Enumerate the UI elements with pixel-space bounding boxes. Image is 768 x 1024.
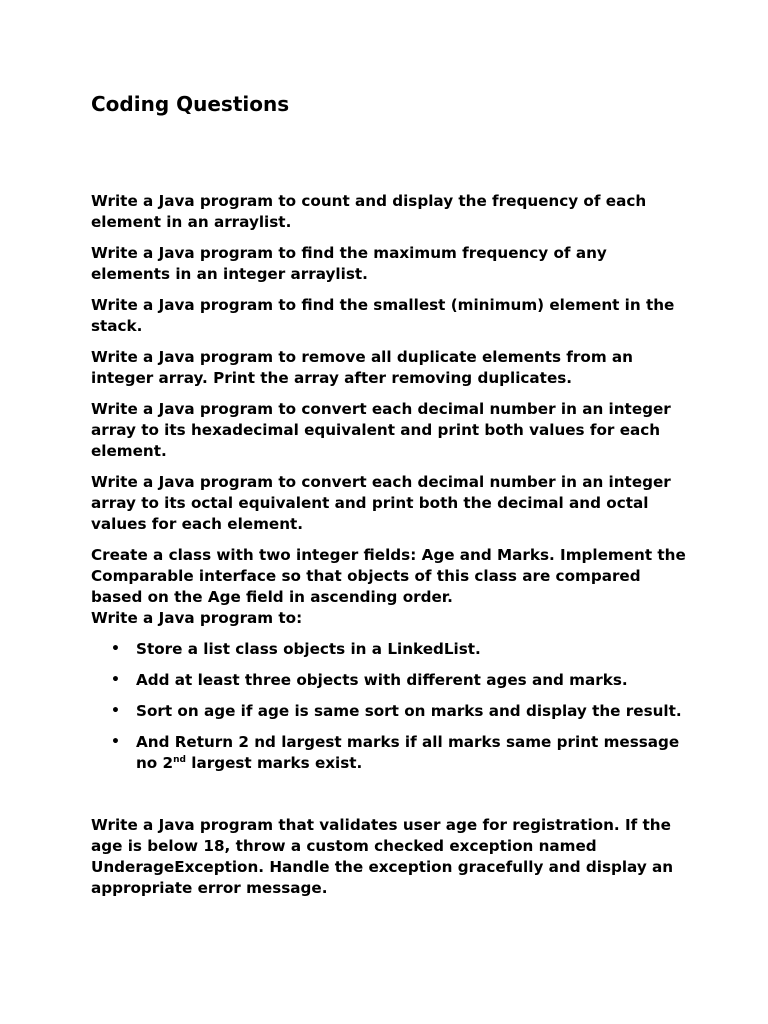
ordinal-superscript: nd <box>173 755 186 765</box>
bullet-item <box>91 639 691 660</box>
question-5: Write a Java program to convert each decimal number in an integer array to its hexadecimal equivalent and print both values for each element. <box>91 400 671 460</box>
bullet-dot: • <box>111 734 120 750</box>
bullet-item <box>91 732 691 774</box>
bullet-dot: • <box>111 703 120 719</box>
question-7-lead: Write a Java program to: <box>91 609 303 627</box>
bullet-dot: • <box>111 641 120 657</box>
bullet-text-before: And Return 2 nd largest marks if all marks same print message no 2 <box>136 733 680 772</box>
bullet-text-after: largest marks exist. <box>185 754 363 772</box>
question-7-bullets <box>91 639 691 774</box>
question-4: Write a Java program to remove all duplicate elements from an integer array. Print the array after removing duplicates. <box>91 348 633 387</box>
bullet-text: Add at least three objects with different ages and marks. <box>136 671 628 689</box>
spacer <box>91 784 691 815</box>
bullet-dot: • <box>111 672 120 688</box>
question-8: Write a Java program that validates user age for registration. If the age is below 18, throw a custom checked exception named UnderageException. Handle the exception gracefully and display an appropriate error message. <box>91 816 674 897</box>
question-7 <box>91 545 691 774</box>
question-3: Write a Java program to find the smallest (minimum) element in the stack. <box>91 296 675 335</box>
bullet-item <box>91 701 691 722</box>
question-list <box>91 191 691 909</box>
bullet-text: Sort on age if age is same sort on marks and display the result. <box>136 702 682 720</box>
question-7-intro: Create a class with two integer fields: Age and Marks. Implement the Comparable interface so that objects of this class are compared based on the Age field in ascending order. <box>91 546 686 606</box>
bullet-text: Store a list class objects in a LinkedList. <box>136 640 481 658</box>
question-1: Write a Java program to count and display the frequency of each element in an arraylist. <box>91 192 647 231</box>
bullet-item <box>91 670 691 691</box>
question-6: Write a Java program to convert each decimal number in an integer array to its octal equivalent and print both the decimal and octal values for each element. <box>91 473 671 533</box>
document-title: Coding Questions <box>91 92 290 116</box>
question-2: Write a Java program to find the maximum frequency of any elements in an integer arraylist. <box>91 244 607 283</box>
